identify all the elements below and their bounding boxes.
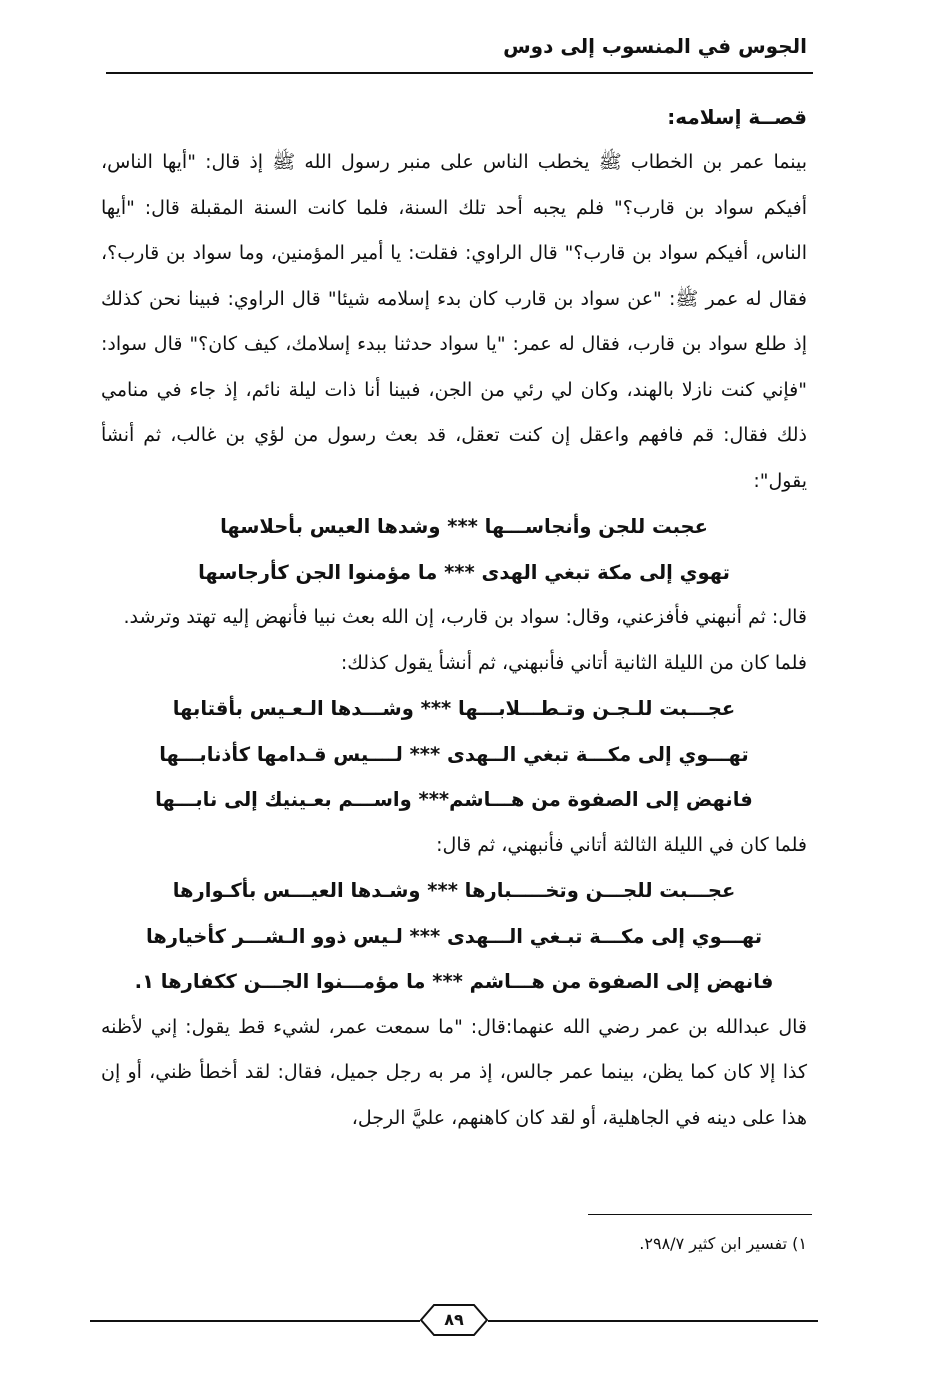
paragraph-third-night-intro: فلما كان في الليلة الثالثة أتاني فأنبهني، ثم قال: (436, 833, 807, 856)
page-footer (90, 1300, 818, 1340)
paragraph-second-night-intro: فلما كان من الليلة الثانية أتاني فأنبهني، ثم أنشأ يقول كذلك: (340, 651, 807, 674)
section-heading: قصــة إسلامه: (667, 105, 807, 129)
verse-line: فانهض إلى الصفوة من هـــاشم*** واســـم بعـينيك إلى نابـــها (155, 788, 753, 811)
verse-line: عجبت للجن وأنجاســـها *** وشدها العيس بأحلاسها (220, 515, 708, 538)
verse-line: عجـــبت للجـــن وتخـــــبارها *** وشـدها العيـــس بأكـوارها (172, 879, 736, 902)
verse-group-third-night (101, 868, 807, 1005)
running-header-title: الجوس في المنسوب إلى دوس (503, 34, 807, 58)
verse-group-first-night (101, 504, 807, 595)
paragraph-story-opening: بينما عمر بن الخطاب ﷺ يخطب الناس على منبر رسول الله ﷺ إذ قال: "أيها الناس، أفيكم سواد بن قارب؟" فلم يجبه أحد تلك السنة، فلما كانت السنة المقبلة قال: "أيها الناس، أفيكم سواد بن قارب؟" قال الراوي: فقلت: يا أمير المؤمنين، وما سواد بن قارب؟، فقال له عمر ﷺ: "عن سواد بن قارب كان بدء إسلامه شيئا" قال الراوي: فبينا نحن كذلك إذ طلع سواد بن قارب، فقال له عمر: "يا سواد حدثنا ببدء إسلامك، كيف كان؟" قال سواد: "فإني كنت نازلا بالهند، وكان لي رئي من الجن، فبينا أنا ذات ليلة نائم، إذ جاء في منامي ذلك فقال: قم فافهم واعقل إن كنت تعقل، قد بعث رسول من لؤي بن غالب، ثم أنشأ يقول": (101, 151, 807, 492)
verse-line: تهـــوي إلى مكـــة تبغي الــهدى *** لــــيس قـدامها كأذنابـــها (159, 742, 749, 766)
footnote: ١) تفسير ابن كثير ٢٩٨/٧. (639, 1234, 807, 1253)
verse-group-second-night (101, 686, 807, 823)
footnote-divider (588, 1214, 812, 1215)
page-body (101, 94, 807, 1141)
footer-rule-left (90, 1320, 420, 1322)
verse-line: تهـــوي إلى مكـــة تبـغي الـــهدى *** لـيس ذوو الـشـــر كأخيارها (145, 924, 763, 948)
paragraph-awakening: قال: ثم أنبهني فأفزعني، وقال: سواد بن قارب، إن الله بعث نبيا فأنهض إليه تهتد وترشد. (123, 606, 807, 628)
page-number: ٨٩ (444, 1310, 464, 1329)
verse-line: فانهض إلى الصفوة من هـــاشم *** ما مؤمـــنوا الجـــن ككفارها ١. (134, 970, 774, 993)
footer-rule-right (488, 1320, 818, 1322)
page-number-badge (420, 1304, 488, 1336)
verse-line: تهوي إلى مكة تبغي الهدى *** ما مؤمنوا الجن كأرجاسها (198, 560, 730, 584)
verse-line: عجـــبت للـجـن وتـطـــلابـــها *** وشـــدها الـعـيس بأقتابها (172, 697, 736, 720)
header-divider (106, 72, 813, 74)
paragraph-abdullah-narration: قال عبدالله بن عمر رضي الله عنهما:قال: "ما سمعت عمر، لشيء قط يقول: إني لأظنه كذا إلا كان كما يظن، بينما عمر جالس، إذ مر به رجل جميل، فقال: لقد أخطأ ظني، أو إن هذا على دينه في الجاهلية، أو لقد كان كاهنهم، عليَّ الرجل، (101, 1015, 807, 1129)
